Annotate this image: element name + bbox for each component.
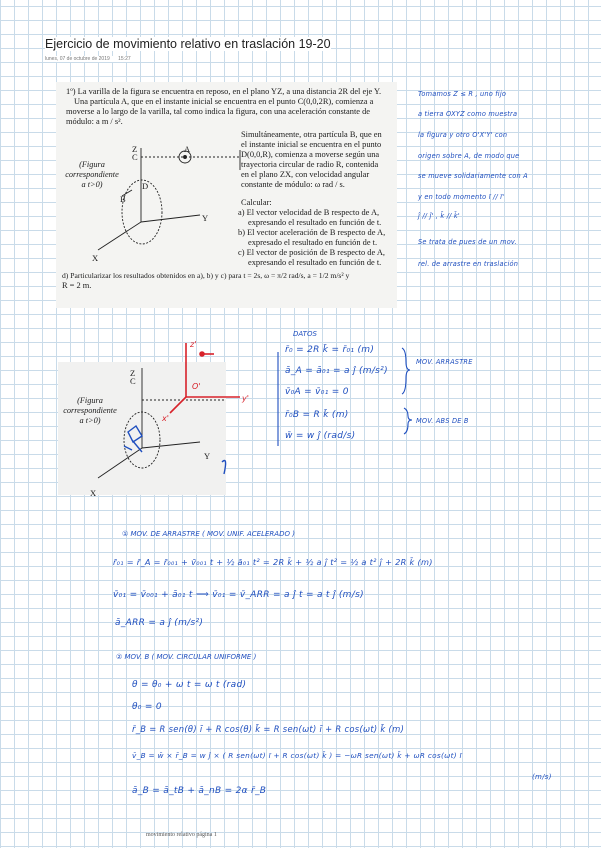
problem-calc-line: expresando el resultado en función de t.	[248, 218, 382, 227]
figure2-axes	[98, 368, 225, 478]
note-line: la figura y otro O'X'Y' con	[418, 131, 508, 139]
section2-line: θ₀ = 0	[132, 702, 162, 712]
problem-right-line: Simultáneamente, otra partícula B, que en	[241, 130, 382, 139]
figure1-axes	[98, 148, 240, 250]
datos-label-arrastre: MOV. ARRASTRE	[416, 358, 473, 366]
section2-title: ② MOV. B ( MOV. CIRCULAR UNIFORME )	[116, 653, 257, 661]
section2-line: θ = θ₀ + ω t = ω t (rad)	[132, 680, 247, 690]
datos-line: r̄₀ = 2R k̄ = r̄₀₁ (m)	[285, 345, 375, 355]
problem-bottom-line: d) Particularizar los resultados obtenidos en a), b) y c) para t = 2s, ω = π/2 rad/s, a = 1/2 m/s² y	[62, 271, 350, 280]
datos-line: w̄ = w ĵ (rad/s)	[285, 431, 356, 441]
section2-line: ā_B = ā_tB + ā_nB = 2α r̄_B	[132, 786, 267, 796]
problem-right-line: D(0,0,R), comienza a moverse según una	[241, 150, 380, 159]
datos-line: r̄₀B = R k̄ (m)	[285, 410, 349, 420]
problem-calc-line: b) El vector aceleración de B respecto de A,	[238, 228, 386, 237]
datos-line: v̄₀A = v̄₀₁ = 0	[285, 387, 349, 397]
note-line: se mueve solidariamente con A	[418, 172, 528, 180]
problem-bottom-line: R = 2 m.	[62, 281, 92, 290]
circle-trajectory	[122, 180, 162, 244]
axis-label-z: Z	[132, 144, 138, 154]
problem-calc-line: Calcular:	[241, 198, 272, 207]
blue-vectors	[124, 426, 142, 452]
caption-line: a t>0)	[81, 180, 103, 189]
problem-right-line: trayectoria circular de radio R, contenida	[241, 160, 379, 169]
moving-frame	[170, 343, 240, 413]
note-line: Tomamos Z ≤ R , uno fijo	[418, 90, 507, 98]
point-label-c: C	[132, 152, 138, 162]
section1-line: v̄₀₁ = v̄₀₀₁ + ā₀₁ t ⟹ v̄₀₁ = v̄_ARR = a ĵ t = a t ĵ (m/s)	[113, 590, 364, 600]
problem-calc-line: c) El vector de posición de B respecto de A,	[238, 248, 385, 257]
problem-calc-line: expresando el resultado en función de t.	[248, 258, 382, 267]
x-axis-line	[98, 222, 141, 250]
problem-calc-line: expresado el resultado en función de t.	[248, 238, 378, 247]
problem-line: Una partícula A, que en el instante inicial se encuentra en el punto C(0,0,2R), comienza a	[74, 97, 374, 106]
caption-line: (Figura	[79, 160, 105, 169]
time-text: 15:27	[118, 56, 131, 62]
note-line: a tierra OXYZ como muestra	[418, 110, 518, 118]
o-prime-label: O'	[192, 382, 201, 391]
problem-line: 1º) La varilla de la figura se encuentra en reposo, en el plano YZ, a una distancia 2R del eje Y.	[66, 87, 382, 96]
axis-label-y: Y	[202, 213, 209, 223]
problem-right-line: en el plano ZX, con velocidad angular	[241, 170, 370, 179]
caption-line: a t>0)	[79, 416, 101, 425]
datos-line: ā_A = ā₀₁ = a ĵ (m/s²)	[285, 366, 388, 376]
caption-line: (Figura	[77, 396, 103, 405]
blue-mark	[222, 461, 226, 475]
caption-line: correspondiente	[63, 406, 117, 415]
note-line: origen sobre A, de modo que	[418, 152, 520, 160]
point-label-d: D	[142, 181, 149, 191]
problem-right-line: constante de módulo: ω rad / s.	[241, 180, 345, 189]
brace-abs	[404, 408, 412, 434]
x-prime-axis	[170, 397, 186, 413]
axis-label-x: X	[92, 253, 99, 263]
section2-line: r̄_B = R sen(θ) ī + R cos(θ) k̄ = R sen(ωt) ī + R cos(ωt) k̄ (m)	[132, 724, 405, 734]
y-prime-label: y'	[242, 394, 249, 403]
section1-line: r̄₀₁ = r̄_A = r̄₀₀₁ + v̄₀₀₁ t + ½ ā₀₁ t² = 2R k̄ + ½ a ĵ t² = ½ a t² ĵ + 2R k̄ (m)	[113, 557, 433, 567]
x-axis-line	[98, 448, 142, 478]
datos-title: DATOS	[293, 330, 317, 338]
y-axis-line	[142, 442, 200, 448]
section1-line: ā_ARR = a ĵ (m/s²)	[115, 618, 204, 628]
z-prime-label: z'	[190, 340, 197, 349]
problem-calc-line: a) El vector velocidad de B respecto de A,	[238, 208, 380, 217]
axis-label-y: Y	[204, 451, 211, 461]
particle-a-dot	[184, 156, 187, 159]
note-line: y en todo momento ī // ī'	[418, 193, 505, 201]
problem-line: moverse a lo largo de la varilla, tal como indica la figura, con una aceleración constante de	[66, 107, 371, 116]
point-label-a: A	[184, 144, 191, 154]
b-arrow	[122, 190, 132, 196]
brace-arrastre	[402, 348, 410, 394]
section2-line: (m/s)	[532, 773, 552, 781]
note-line: Se trata de pues de un mov.	[418, 238, 517, 246]
problem-line: módulo: a m / s².	[66, 117, 123, 126]
datos-label-abs: MOV. ABS DE B	[416, 417, 469, 425]
point-label-c: C	[130, 376, 136, 386]
note-line: ĵ // ĵ' , k̄ // k̄'	[418, 212, 460, 220]
y-axis-line	[141, 215, 200, 222]
axis-label-x: X	[90, 488, 97, 498]
page-title: Ejercicio de movimiento relativo en traslación 19-20	[45, 37, 331, 51]
red-dot	[200, 352, 204, 356]
caption-line: correspondiente	[65, 170, 119, 179]
problem-right-line: el instante inicial se encuentra en el punto	[241, 140, 382, 149]
x-prime-label: x'	[162, 414, 169, 423]
note-line: rel. de arrastre en traslación	[418, 260, 519, 268]
point-label-b: B	[120, 194, 126, 204]
section2-line: v̄_B = w̄ × r̄_B = w ĵ × ( R sen(ωt) ī + R cos(ωt) k̄ ) = −ωR sen(ωt) k̄ + ωR cos(ωt) ī	[132, 751, 462, 760]
axis-label-z: Z	[130, 368, 136, 378]
datos-braces	[278, 120, 560, 446]
page-footer: movimiento relativo página 1	[146, 832, 217, 838]
date-text: lunes, 07 de octubre de 2019	[45, 56, 110, 62]
section1-title: ① MOV. DE ARRASTRE ( MOV. UNIF. ACELERADO )	[122, 530, 295, 538]
